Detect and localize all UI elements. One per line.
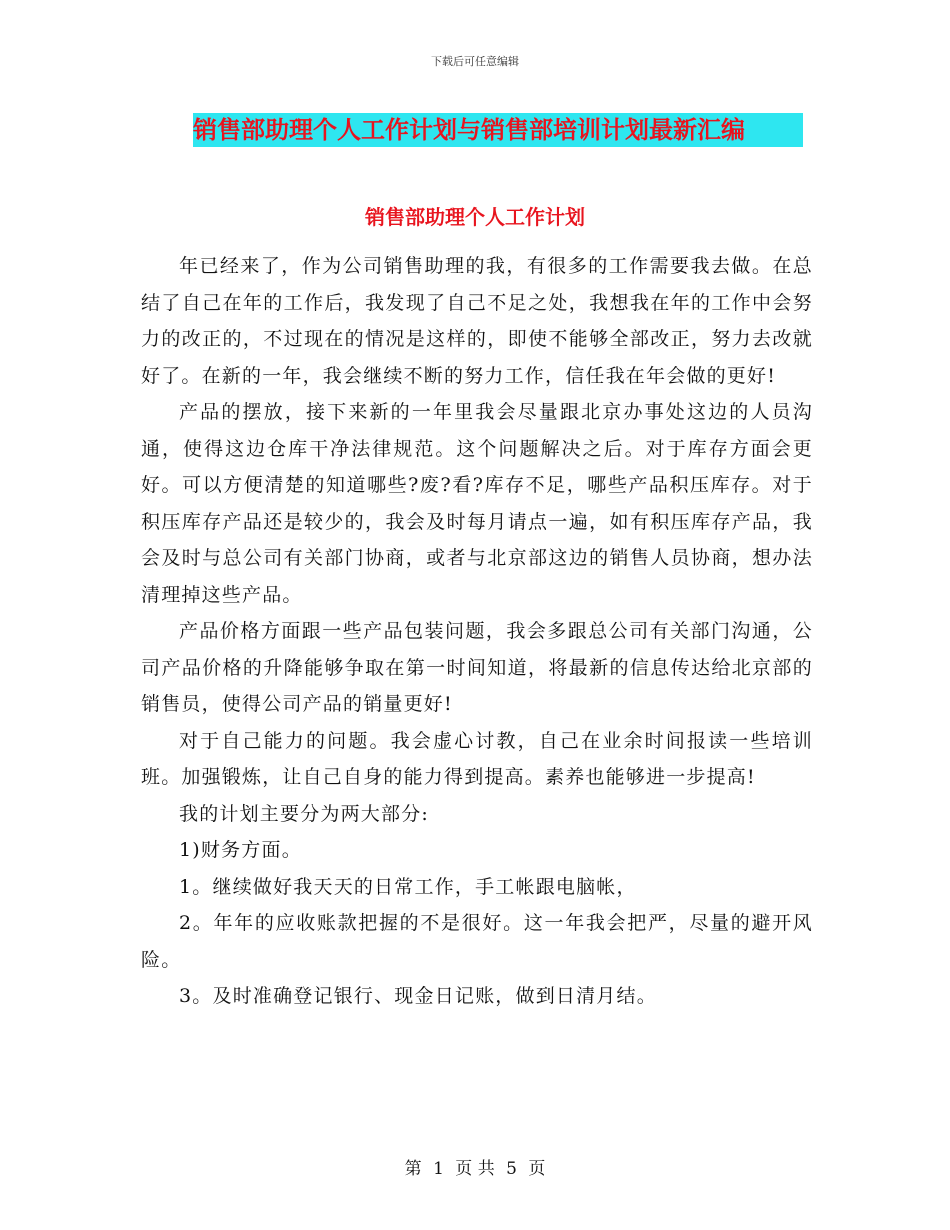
paragraph: 产品的摆放，接下来新的一年里我会尽量跟北京办事处这边的人员沟通，使得这边仓库干净法律规范。这个问题解决之后。对于库存方面会更好。可以方便清楚的知道哪些?废?看?库存不足，哪些产品积压库存。对于积压库存产品还是较少的，我会及时每月请点一遍，如有积压库存产品，我会及时与总公司有关部门协商，或者与北京部这边的销售人员协商，想办法清理掉这些产品。 — [141, 401, 813, 606]
paragraph: 产品价格方面跟一些产品包装问题，我会多跟总公司有关部门沟通，公司产品价格的升降能够争取在第一时间知道，将最新的信息传达给北京部的销售员，使得公司产品的销量更好! — [141, 620, 813, 715]
paragraph: 我的计划主要分为两大部分: — [179, 802, 430, 825]
page-prefix: 第 — [404, 1159, 422, 1179]
page-mid: 页 共 — [455, 1159, 495, 1179]
page-suffix: 页 — [528, 1159, 546, 1179]
section-title: 销售部助理个人工作计划 — [365, 205, 585, 229]
paragraph: 1)财务方面。 — [179, 839, 302, 861]
document-body — [141, 248, 813, 1015]
paragraph: 1。继续做好我天天的日常工作，手工帐跟电脑帐， — [179, 875, 637, 898]
document-title: 销售部助理个人工作计划与销售部培训计划最新汇编 — [193, 116, 745, 144]
page-number: 1 — [433, 1159, 444, 1179]
paragraph: 3。及时准确登记银行、现金日记账，做到日清月结。 — [179, 985, 657, 1007]
page-footer — [0, 1154, 950, 1179]
paragraph: 对于自己能力的问题。我会虚心讨教，自己在业余时间报读一些培训班。加强锻炼，让自己自身的能力得到提高。素养也能够进一步提高! — [141, 729, 813, 788]
header-note: 下载后可任意编辑 — [431, 55, 519, 68]
page-total: 5 — [506, 1159, 517, 1179]
paragraph: 年已经来了，作为公司销售助理的我，有很多的工作需要我去做。在总结了自己在年的工作后，我发现了自己不足之处，我想我在年的工作中会努力的改正的，不过现在的情况是这样的，即使不能够全部改正，努力去改就好了。在新的一年，我会继续不断的努力工作，信任我在年会做的更好! — [141, 255, 813, 387]
paragraph: 2。年年的应收账款把握的不是很好。这一年我会把严，尽量的避开风险。 — [141, 912, 813, 971]
